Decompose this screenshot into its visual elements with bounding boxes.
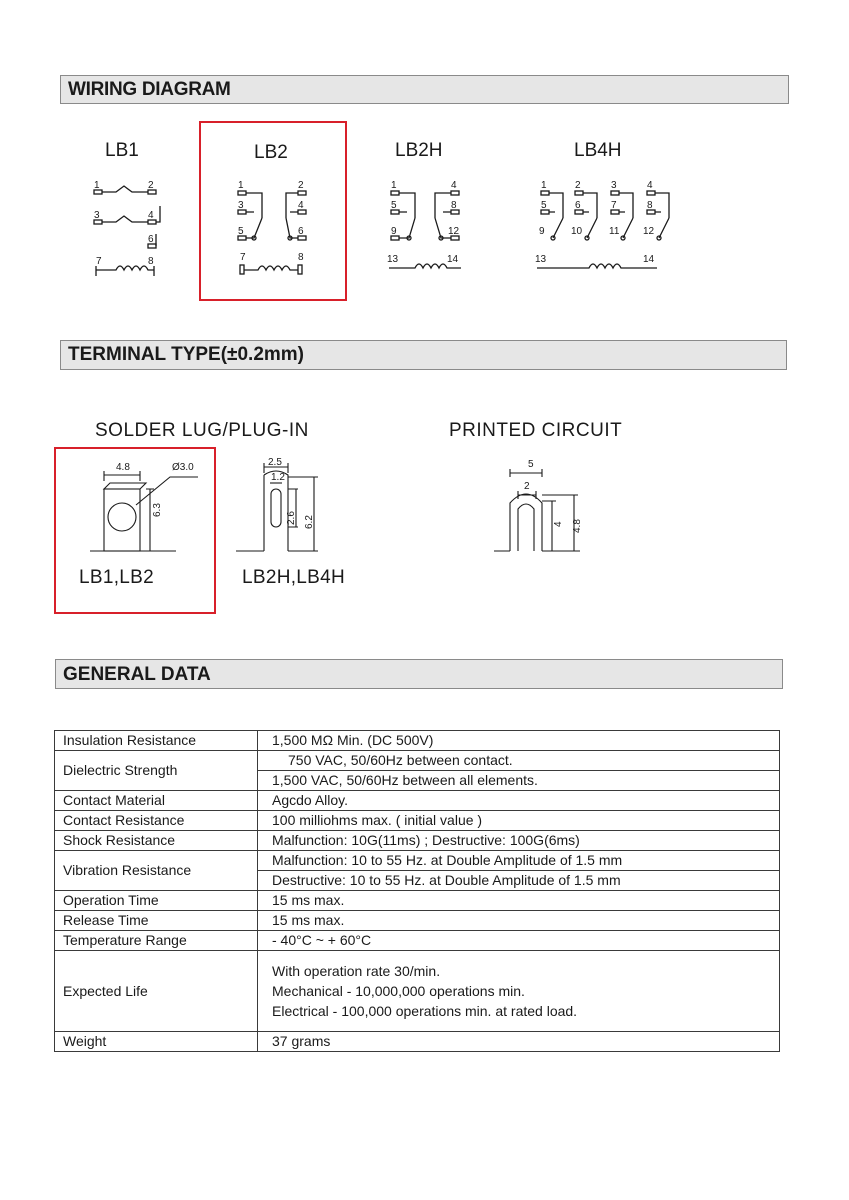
spec-label: Release Time (55, 911, 258, 931)
spec-value: 15 ms max. (258, 911, 780, 931)
pin-label: 3 (94, 210, 100, 221)
spec-label: Weight (55, 1032, 258, 1052)
dim-height: 6.2 (304, 515, 315, 529)
table-row (55, 731, 780, 751)
spec-value: 37 grams (258, 1032, 780, 1052)
section-title: GENERAL DATA (63, 664, 211, 685)
model-label-lb2h: LB2H (395, 140, 443, 161)
pin-label: 4 (298, 200, 304, 211)
pin-label: 8 (298, 252, 304, 263)
table-row (55, 751, 780, 771)
pin-label: 4 (148, 210, 154, 221)
pin-label: 2 (298, 180, 304, 191)
section-title: WIRING DIAGRAM (68, 79, 231, 100)
pin-label: 1 (238, 180, 244, 191)
table-row (55, 811, 780, 831)
lb4h-schematic (533, 178, 693, 278)
dim-slot-height: 2.6 (286, 511, 297, 525)
section-header-general-data (55, 659, 783, 689)
lb2-schematic (228, 178, 328, 278)
pin-label: 5 (391, 200, 397, 211)
spec-value-multi (258, 951, 780, 1032)
solder-lug-lb2h-lb4h (236, 455, 336, 555)
model-label-lb1: LB1 (105, 140, 139, 161)
spec-label: Shock Resistance (55, 831, 258, 851)
spec-value: With operation rate 30/min. (272, 963, 441, 979)
spec-label: Contact Resistance (55, 811, 258, 831)
printed-circuit-heading: PRINTED CIRCUIT (449, 420, 623, 441)
pin-label: 12 (448, 226, 460, 237)
spec-label: Expected Life (55, 951, 258, 1032)
table-row (55, 1032, 780, 1052)
pin-label: 6 (298, 226, 304, 237)
pin-label: 4 (647, 180, 653, 191)
spec-value: Malfunction: 10G(11ms) ; Destructive: 100G(6ms) (258, 831, 780, 851)
pin-label: 14 (447, 254, 459, 265)
pin-label: 9 (539, 226, 545, 237)
table-row (55, 891, 780, 911)
lb2h-schematic (385, 178, 475, 278)
pin-label: 10 (571, 226, 583, 237)
section-header-terminal-type (60, 340, 787, 370)
spec-value: Electrical - 100,000 operations min. at rated load. (272, 1003, 578, 1019)
spec-label: Dielectric Strength (55, 751, 258, 791)
pin-label: 12 (643, 226, 655, 237)
solder-lug-lb1-lb2 (90, 455, 230, 555)
spec-label: Contact Material (55, 791, 258, 811)
pin-label: 4 (451, 180, 457, 191)
pin-label: 2 (148, 180, 154, 191)
general-data-table (54, 730, 780, 1052)
dim-height: 4.8 (572, 519, 583, 533)
pin-label: 1 (391, 180, 397, 191)
pin-label: 6 (575, 200, 581, 211)
dim-pin-height: 4 (553, 521, 564, 527)
pin-label: 1 (541, 180, 547, 191)
spec-value: - 40°C ~ + 60°C (258, 931, 780, 951)
spec-value: Malfunction: 10 to 55 Hz. at Double Amplitude of 1.5 mm (258, 851, 780, 871)
spec-value: Mechanical - 10,000,000 operations min. (272, 983, 525, 999)
dim-hole: Ø3.0 (172, 462, 194, 473)
pin-label: 7 (240, 252, 246, 263)
spec-label: Insulation Resistance (55, 731, 258, 751)
pin-label: 3 (238, 200, 244, 211)
table-row (55, 951, 780, 1032)
pin-label: 8 (148, 256, 154, 267)
section-title: TERMINAL TYPE(±0.2mm) (68, 344, 304, 365)
solder-lug-heading: SOLDER LUG/PLUG-IN (95, 420, 309, 441)
pin-label: 8 (451, 200, 457, 211)
pin-label: 9 (391, 226, 397, 237)
pin-label: 2 (575, 180, 581, 191)
pin-label: 8 (647, 200, 653, 211)
spec-label: Temperature Range (55, 931, 258, 951)
table-row (55, 851, 780, 871)
spec-label: Vibration Resistance (55, 851, 258, 891)
printed-circuit-pin (494, 455, 604, 555)
table-row (55, 791, 780, 811)
pin-label: 11 (609, 226, 620, 237)
lug-a-caption: LB1,LB2 (79, 567, 154, 588)
dim-width: 5 (528, 459, 534, 470)
pin-label: 7 (96, 256, 102, 267)
spec-label: Operation Time (55, 891, 258, 911)
spec-value: 15 ms max. (258, 891, 780, 911)
pin-label: 5 (238, 226, 244, 237)
pin-label: 13 (535, 254, 547, 265)
spec-value: 750 VAC, 50/60Hz between contact. (258, 751, 780, 771)
model-label-lb2: LB2 (254, 142, 288, 163)
dim-slot-width: 1.2 (271, 472, 285, 483)
spec-value: 1,500 MΩ Min. (DC 500V) (258, 731, 780, 751)
table-row (55, 911, 780, 931)
pin-label: 6 (148, 234, 154, 245)
pin-label: 7 (611, 200, 617, 211)
model-label-lb4h: LB4H (574, 140, 622, 161)
dim-height: 6.3 (152, 503, 163, 517)
dim-width: 4.8 (116, 462, 130, 473)
pin-label: 13 (387, 254, 399, 265)
dim-inner: 2 (524, 481, 530, 492)
lug-b-caption: LB2H,LB4H (242, 567, 346, 588)
section-header-wiring-diagram (60, 75, 789, 104)
spec-value: Destructive: 10 to 55 Hz. at Double Amplitude of 1.5 mm (258, 871, 780, 891)
table-row (55, 931, 780, 951)
dim-width: 2.5 (268, 457, 282, 468)
pin-label: 14 (643, 254, 655, 265)
pin-label: 3 (611, 180, 617, 191)
spec-value: 1,500 VAC, 50/60Hz between all elements. (258, 771, 780, 791)
pin-label: 1 (94, 180, 100, 191)
table-row (55, 831, 780, 851)
spec-value: 100 milliohms max. ( initial value ) (258, 811, 780, 831)
spec-value: Agcdo Alloy. (258, 791, 780, 811)
pin-label: 5 (541, 200, 547, 211)
lb1-schematic (90, 178, 170, 278)
